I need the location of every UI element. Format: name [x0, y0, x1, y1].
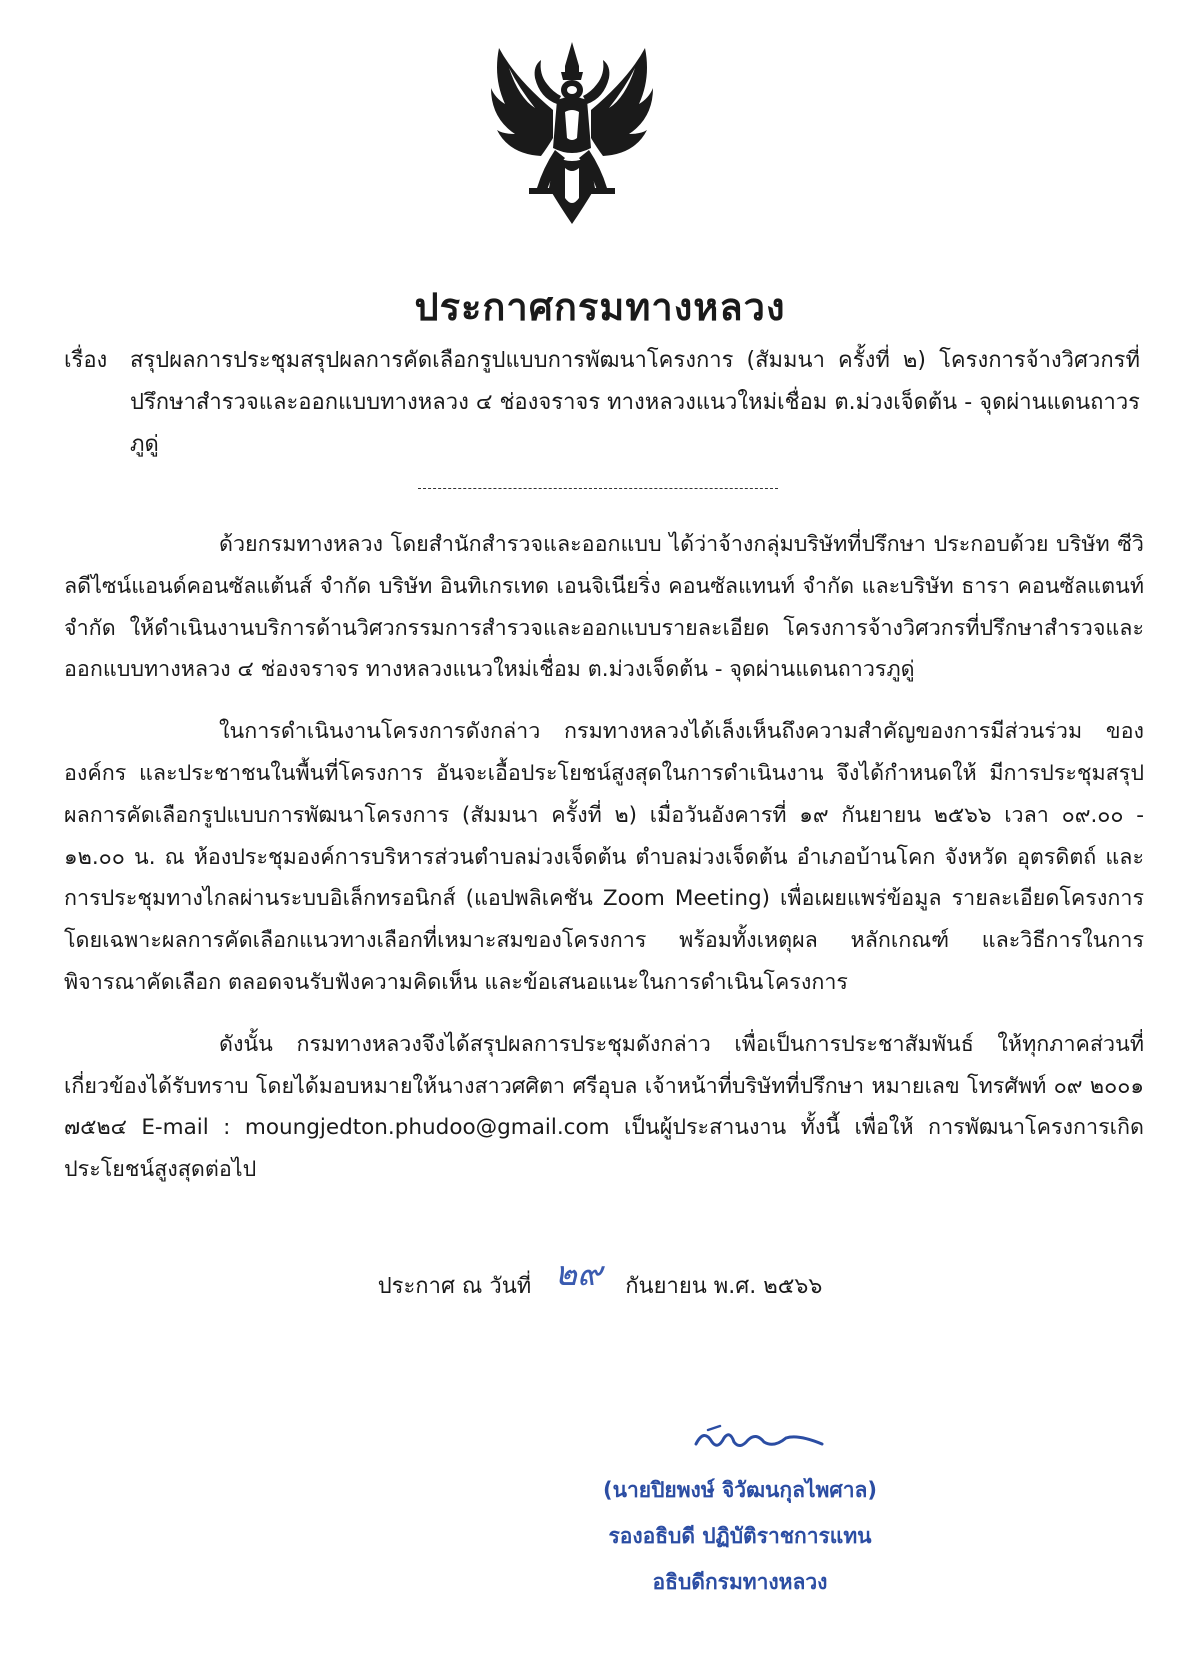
subject-text: สรุปผลการประชุมสรุปผลการคัดเลือกรูปแบบการพัฒนาโครงการ (สัมมนา ครั้งที่ ๒) โครงการจ้างวิศวกรที่ปรึกษาสำรวจและออกแบบทางหลวง ๔ ช่องจราจร ทางหลวงแนวใหม่เชื่อม ต.ม่วงเจ็ดต้น - จุดผ่านแดนถาวรภูดู่	[130, 348, 1140, 457]
divider	[418, 488, 778, 489]
signer-position: รองอธิบดี ปฏิบัติราชการแทน	[608, 1524, 872, 1548]
date-day-handwritten: ๒๙	[554, 1254, 602, 1294]
date-suffix: กันยายน พ.ศ. ๒๕๖๖	[625, 1274, 823, 1299]
subject-label: เรื่อง	[64, 348, 108, 373]
paragraph: ด้วยกรมทางหลวง โดยสำนักสำรวจและออกแบบ ได้ว่าจ้างกลุ่มบริษัทที่ปรึกษา ประกอบด้วย บริษัท ซีวิลดีไซน์แอนด์คอนซัลแต้นส์ จำกัด บริษัท อินทิเกรเทด เอนจิเนียริ่ง คอนซัลแทนท์ จำกัด และบริษัท ธารา คอนซัลแตนท์ จำกัด ให้ดำเนินงานบริการด้านวิศวกรรมการสำรวจและออกแบบรายละเอียด โครงการจ้างวิศวกรที่ปรึกษาสำรวจและออกแบบทางหลวง ๔ ช่องจราจร ทางหลวงแนวใหม่เชื่อม ต.ม่วงเจ็ดต้น - จุดผ่านแดนถาวรภูดู่	[64, 532, 1144, 683]
garuda-emblem-icon	[485, 38, 660, 228]
signature-icon	[690, 1418, 830, 1458]
signer-name: (นายปิยพงษ์ จิวัฒนกุลไพศาล)	[603, 1478, 877, 1502]
signer-organization: อธิบดีกรมทางหลวง	[652, 1570, 828, 1594]
date-prefix: ประกาศ ณ วันที่	[377, 1274, 532, 1299]
page-title: ประกาศกรมทางหลวง	[414, 285, 786, 329]
paragraph: ดังนั้น กรมทางหลวงจึงได้สรุปผลการประชุมดังกล่าว เพื่อเป็นการประชาสัมพันธ์ ให้ทุกภาคส่วนที่เกี่ยวข้องได้รับทราบ โดยได้มอบหมายให้นางสาวศศิตา ศรีอุบล เจ้าหน้าที่บริษัทที่ปรึกษา หมายเลข โทรศัพท์ ๐๙ ๒๐๐๑ ๗๕๒๔ E-mail : moungjedton.phudoo@gmail.com เป็นผู้ประสานงาน ทั้งนี้ เพื่อให้ การพัฒนาโครงการเกิดประโยชน์สูงสุดต่อไป	[64, 1031, 1144, 1183]
announcement-date	[0, 1254, 1200, 1308]
body-text	[64, 524, 1144, 1211]
paragraph: ในการดำเนินงานโครงการดังกล่าว กรมทางหลวงได้เล็งเห็นถึงความสำคัญของการมีส่วนร่วม ขององค์กร และประชาชนในพื้นที่โครงการ อันจะเอื้อประโยชน์สูงสุดในการดำเนินงาน จึงได้กำหนดให้ มีการประชุมสรุปผลการคัดเลือกรูปแบบการพัฒนาโครงการ (สัมมนา ครั้งที่ ๒) เมื่อวันอังคารที่ ๑๙ กันยายน ๒๕๖๖ เวลา ๐๙.๐๐ - ๑๒.๐๐ น. ณ ห้องประชุมองค์การบริหารส่วนตำบลม่วงเจ็ดต้น ตำบลม่วงเจ็ดต้น อำเภอบ้านโคก จังหวัด อุตรดิตถ์ และการประชุมทางไกลผ่านระบบอิเล็กทรอนิกส์ (แอปพลิเคชัน Zoom Meeting) เพื่อเผยแพร่ข้อมูล รายละเอียดโครงการ โดยเฉพาะผลการคัดเลือกแนวทางเลือกที่เหมาะสมของโครงการ พร้อมทั้งเหตุผล หลักเกณฑ์ และวิธีการในการพิจารณาคัดเลือก ตลอดจนรับฟังความคิดเห็น และข้อเสนอแนะในการดำเนินโครงการ	[64, 719, 1144, 995]
